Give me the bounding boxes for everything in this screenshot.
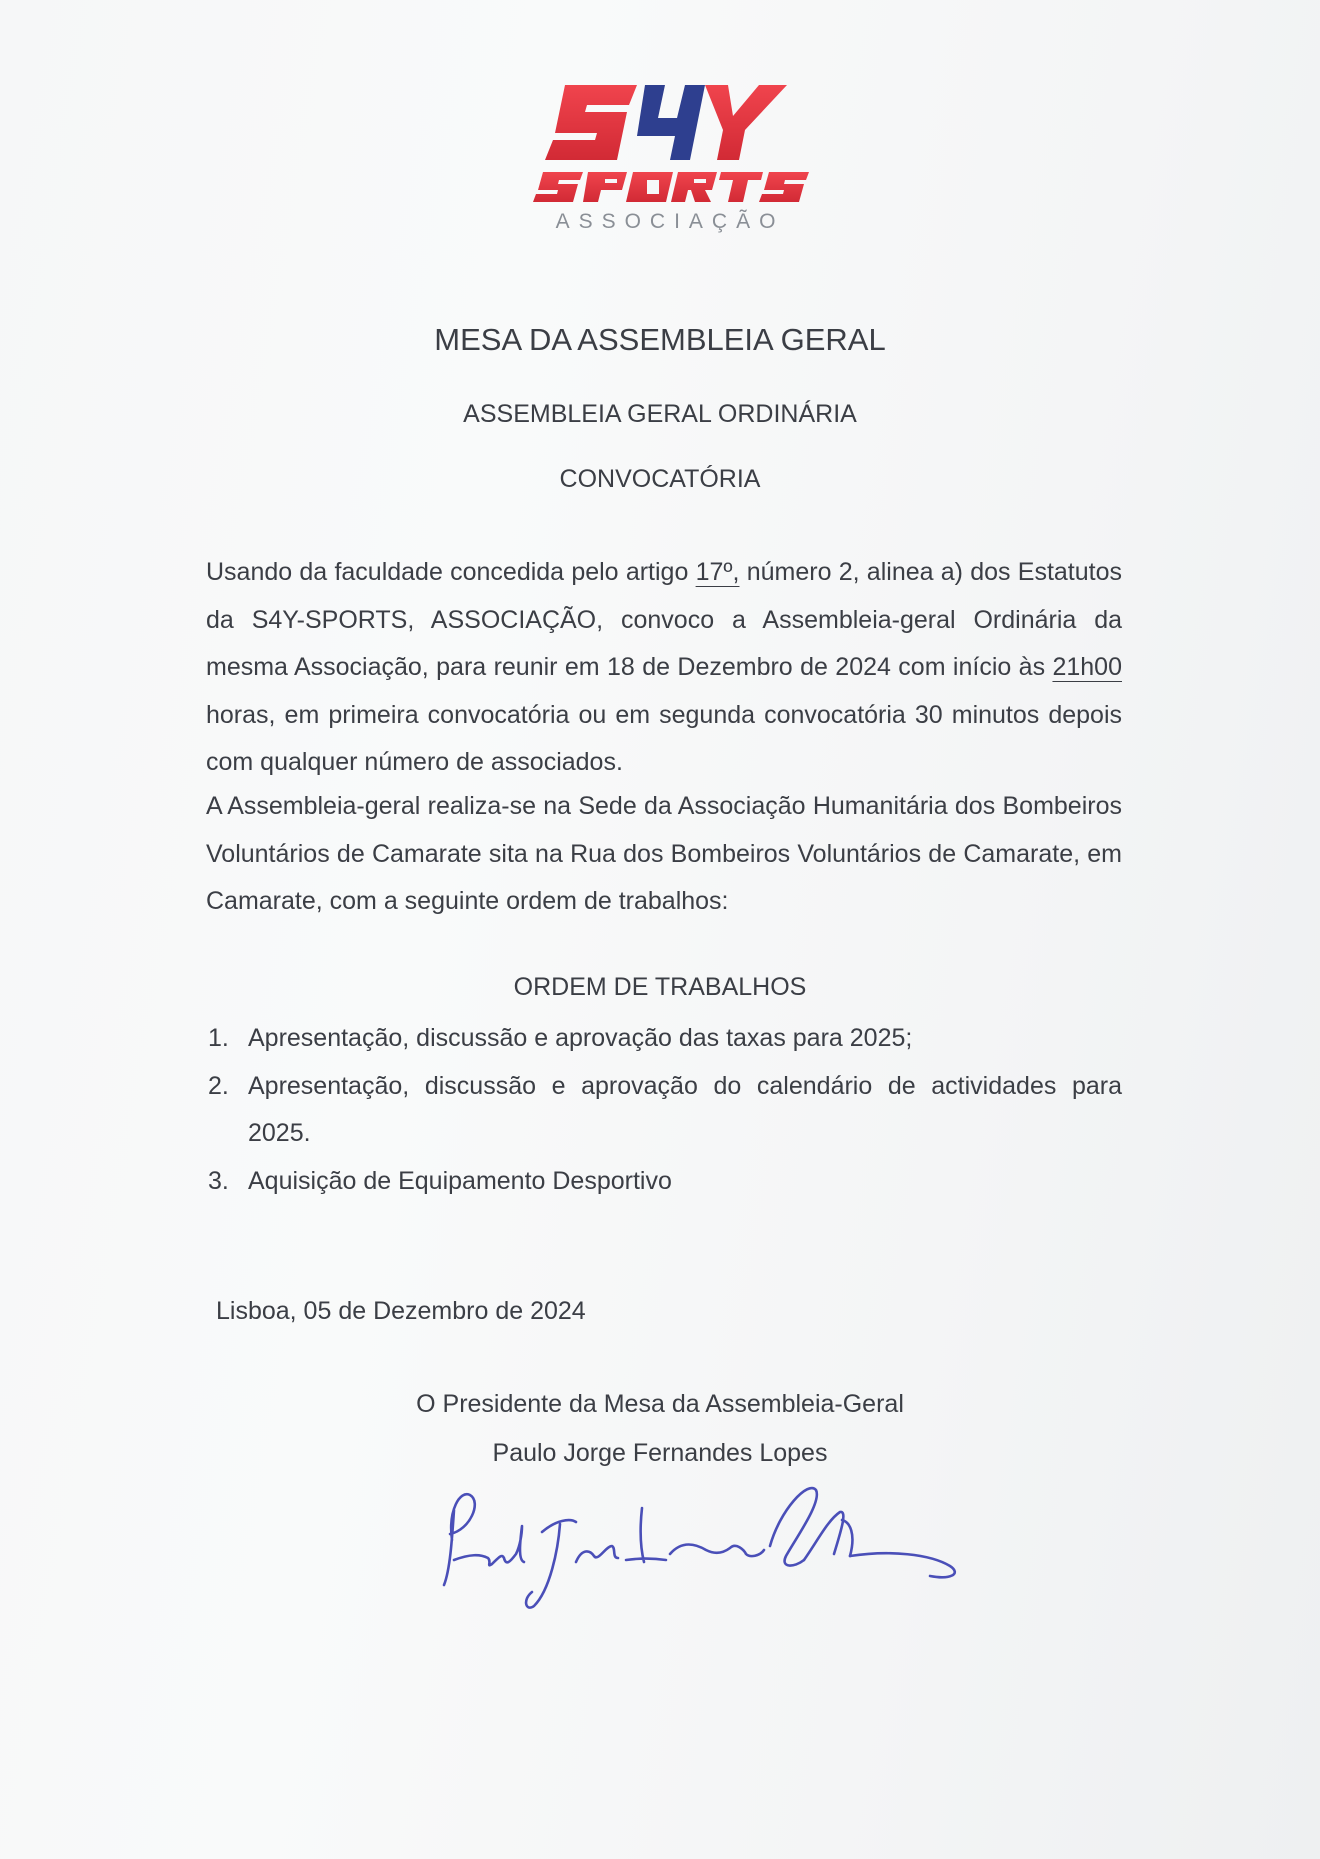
start-time: 21h00 (1052, 653, 1122, 681)
signatory-name: Paulo Jorge Fernandes Lopes (492, 1439, 828, 1467)
agenda-item-number: 2. (208, 1071, 229, 1100)
agenda-item (206, 1063, 1122, 1158)
logo-mark-icon (525, 80, 815, 210)
agenda-item-text: Aquisição de Equipamento Desportivo (248, 1166, 672, 1195)
org-type-label: ASSOCIAÇÃO (555, 210, 785, 233)
p1-text-b: número 2, alinea a) dos Estatutos da S4Y-SPORTS, ASSOCIAÇÃO, convoco a Assembleia-geral Ordinária da mesma Associação, para reunir em 18 de Dezembro de 2024 com início às (206, 558, 1122, 681)
assembly-type: ASSEMBLEIA GERAL ORDINÁRIA (463, 400, 857, 428)
agenda-title: ORDEM DE TRABALHOS (513, 973, 807, 1001)
article-number: 17º, (695, 558, 740, 586)
location-paragraph: A Assembleia-geral realiza-se na Sede da Associação Humanitária dos Bombeiros Voluntários de Camarate sita na Rua dos Bombeiros Voluntários de Camarate, em Camarate, com a seguinte ordem de trabalhos: (206, 792, 1122, 915)
p1-text-a: Usando da faculdade concedida pelo artigo (206, 558, 696, 586)
agenda-item-text: Apresentação, discussão e aprovação das taxas para 2025; (248, 1024, 913, 1052)
agenda-item (206, 1015, 1122, 1063)
signatory-role: O Presidente da Mesa da Assembleia-Geral (416, 1390, 904, 1418)
agenda-item (206, 1158, 1122, 1206)
convocation-paragraph (206, 549, 1122, 787)
place-and-date: Lisboa, 05 de Dezembro de 2024 (216, 1297, 586, 1325)
agenda-list (206, 1015, 1122, 1205)
agenda-item-number: 3. (208, 1166, 229, 1195)
document-type: CONVOCATÓRIA (559, 465, 761, 493)
page-title: MESA DA ASSEMBLEIA GERAL (434, 322, 886, 357)
agenda-item-text: Apresentação, discussão e aprovação do calendário de actividades para 2025. (248, 1071, 1122, 1147)
p1-text-c: horas, em primeira convocatória ou em segunda convocatória 30 minutos depois com qualquer número de associados. (206, 700, 1122, 776)
handwritten-signature-icon (430, 1450, 1030, 1630)
agenda-item-number: 1. (208, 1024, 229, 1052)
